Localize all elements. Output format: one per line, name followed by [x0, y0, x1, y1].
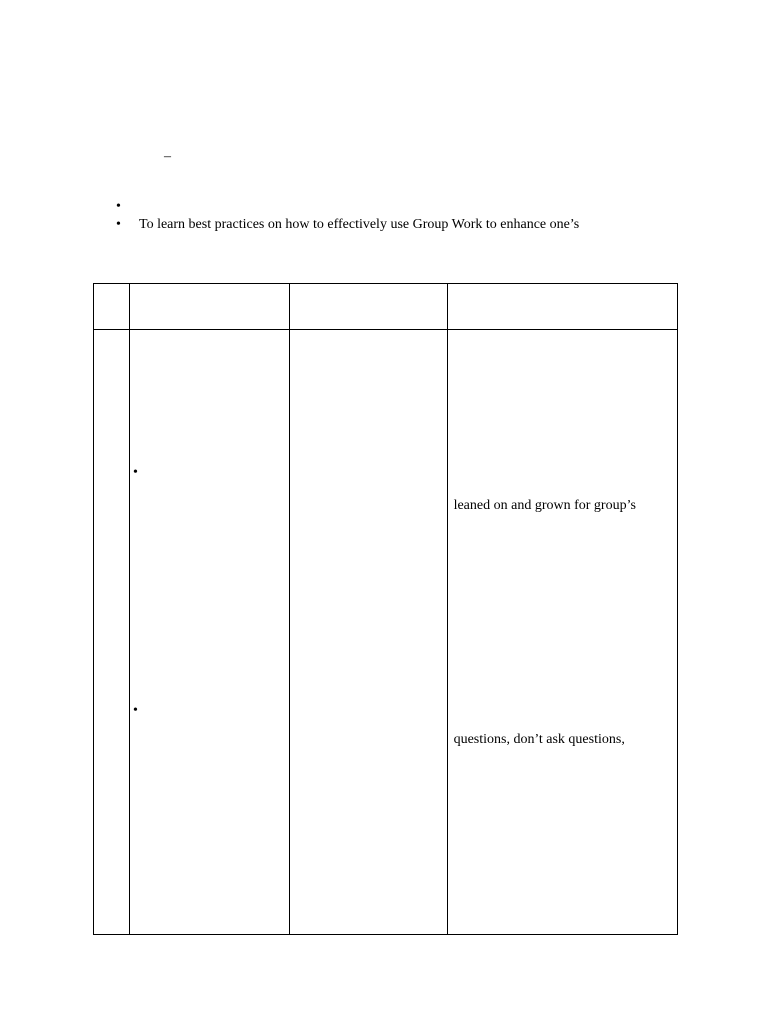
- heading-dash: –: [164, 149, 171, 164]
- content-table: [93, 283, 678, 935]
- header-cell-2: [130, 284, 290, 330]
- header-cell-1: [94, 284, 130, 330]
- body-cell-2: [130, 330, 290, 935]
- bullet-icon: •: [133, 465, 138, 480]
- bullet-item-objective: [116, 216, 579, 234]
- body-cell-3: [290, 330, 447, 935]
- bullet-text: To learn best practices on how to effectively use Group Work to enhance one’s: [139, 217, 580, 232]
- header-cell-3: [290, 284, 447, 330]
- cell-text-line: questions, don’t ask questions,: [453, 732, 625, 747]
- cell-text-line: leaned on and grown for group’s: [453, 498, 636, 513]
- bullet-item-empty: [116, 198, 139, 216]
- header-cell-4: [447, 284, 677, 330]
- bullet-icon: •: [116, 217, 121, 232]
- table-header-row: [94, 284, 678, 330]
- body-cell-1: [94, 330, 130, 935]
- bullet-icon: •: [133, 703, 138, 718]
- bullet-icon: •: [116, 199, 121, 214]
- body-cell-4: [447, 330, 677, 935]
- table-row: [94, 330, 678, 935]
